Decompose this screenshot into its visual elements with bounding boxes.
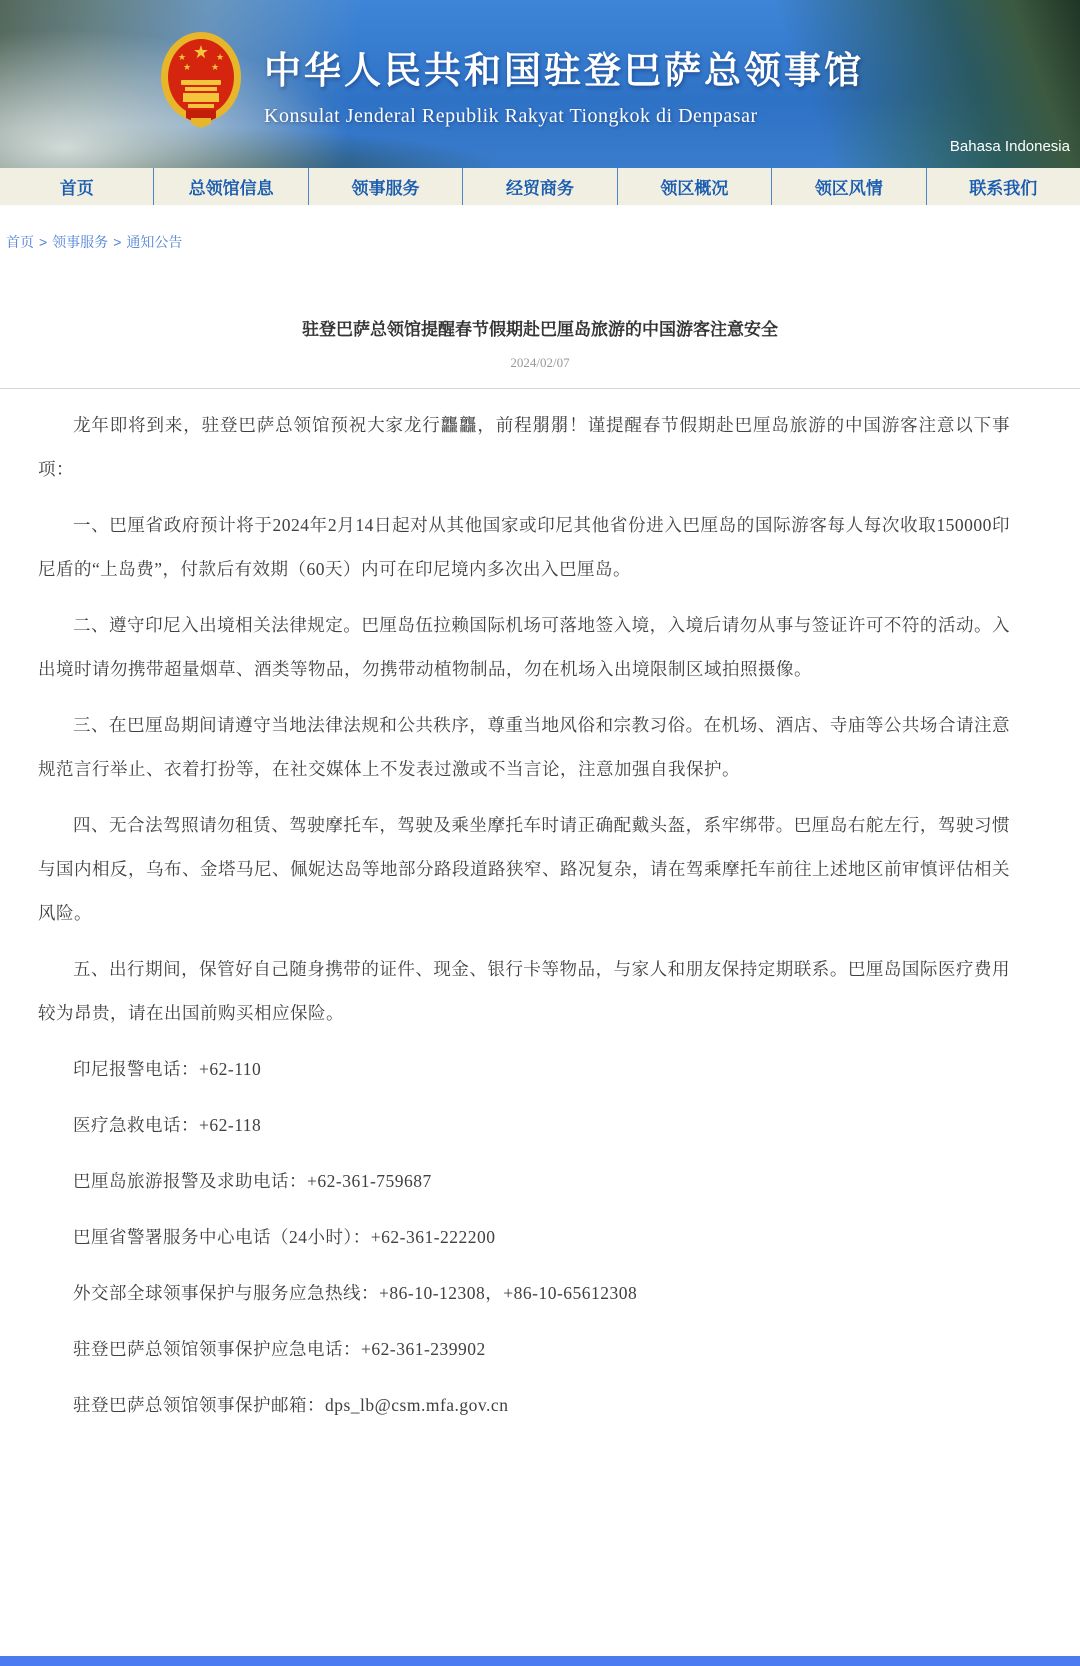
- article-paragraph: 印尼报警电话：+62-110: [73, 1059, 262, 1079]
- breadcrumb-section-link[interactable]: 领事服务: [52, 234, 109, 250]
- article-header: [0, 315, 1080, 371]
- article-title: 驻登巴萨总领馆提醒春节假期赴巴厘岛旅游的中国游客注意安全: [302, 320, 778, 339]
- national-emblem-icon: [158, 30, 244, 136]
- article-paragraph: 驻登巴萨总领馆领事保护邮箱：dps_lb@csm.mfa.gov.cn: [73, 1395, 509, 1415]
- svg-text:★: ★: [177, 52, 187, 62]
- article-body: [0, 389, 1080, 1427]
- svg-text:★: ★: [192, 42, 210, 62]
- article-paragraph: 一、巴厘省政府预计将于2024年2月14日起对从其他国家或印尼其他省份进入巴厘岛的国际游客每人每次收取150000印尼盾的“上岛费”，付款后有效期（60天）内可在印尼境内多次出入巴厘岛。: [38, 515, 1010, 579]
- header-banner: [0, 0, 1080, 168]
- article-paragraph: 巴厘省警署服务中心电话（24小时）：+62-361-222200: [73, 1227, 496, 1247]
- article-date: 2024/02/07: [510, 355, 570, 370]
- article-paragraph: 四、无合法驾照请勿租赁、驾驶摩托车，驾驶及乘坐摩托车时请正确配戴头盔，系牢绑带。巴厘岛右舵左行，驾驶习惯与国内相反，乌布、金塔马尼、佩妮达岛等地部分路段道路狭窄、路况复杂，请在驾乘摩托车前往上述地区前审慎评估相关风险。: [38, 815, 1010, 923]
- nav-item[interactable]: 领区概况: [617, 168, 771, 205]
- breadcrumb-separator: >: [39, 234, 48, 250]
- nav-item[interactable]: 总领馆信息: [153, 168, 307, 205]
- language-switch-link[interactable]: Bahasa Indonesia: [949, 138, 1070, 155]
- nav-item[interactable]: 首页: [59, 179, 94, 198]
- nav-item[interactable]: 经贸商务: [462, 168, 616, 205]
- nav-item[interactable]: 领事服务: [308, 168, 462, 205]
- svg-text:★: ★: [182, 62, 192, 72]
- article-paragraph: 二、遵守印尼入出境相关法律规定。巴厘岛伍拉赖国际机场可落地签入境，入境后请勿从事与签证许可不符的活动。入出境时请勿携带超量烟草、酒类等物品，勿携带动植物制品，勿在机场入出境限制区域拍照摄像。: [38, 615, 1010, 679]
- svg-text:★: ★: [210, 62, 220, 72]
- breadcrumb: [0, 205, 1080, 252]
- article-paragraph: 外交部全球领事保护与服务应急热线：+86-10-12308，+86-10-65612308: [73, 1283, 638, 1303]
- main-nav: [0, 168, 1080, 205]
- site-title-zh: 中华人民共和国驻登巴萨总领事馆: [264, 50, 864, 91]
- article-paragraph: 龙年即将到来，驻登巴萨总领馆预祝大家龙行龘龘，前程朤朤！谨提醒春节假期赴巴厘岛旅游的中国游客注意以下事项：: [38, 415, 1010, 479]
- site-title-block: [264, 40, 864, 128]
- article-paragraph: 医疗急救电话：+62-118: [73, 1115, 262, 1135]
- nav-item[interactable]: 领区风情: [771, 168, 925, 205]
- article-paragraph: 三、在巴厘岛期间请遵守当地法律法规和公共秩序，尊重当地风俗和宗教习俗。在机场、酒店、寺庙等公共场合请注意规范言行举止、衣着打扮等，在社交媒体上不发表过激或不当言论，注意加强自我保护。: [38, 715, 1010, 779]
- article-paragraph: 巴厘岛旅游报警及求助电话：+62-361-759687: [73, 1171, 432, 1191]
- footer-bar: [0, 1656, 1080, 1666]
- breadcrumb-page-link[interactable]: 通知公告: [126, 234, 183, 250]
- svg-text:★: ★: [215, 52, 225, 62]
- article-paragraph: 五、出行期间，保管好自己随身携带的证件、现金、银行卡等物品，与家人和朋友保持定期联系。巴厘岛国际医疗费用较为昂贵，请在出国前购买相应保险。: [38, 959, 1010, 1023]
- site-title-id: Konsulat Jenderal Republik Rakyat Tiongkok di Denpasar: [264, 105, 758, 127]
- breadcrumb-home-link[interactable]: 首页: [6, 234, 34, 250]
- article-paragraph: 驻登巴萨总领馆领事保护应急电话：+62-361-239902: [73, 1339, 486, 1359]
- breadcrumb-separator: >: [113, 234, 122, 250]
- nav-item[interactable]: 联系我们: [926, 168, 1080, 205]
